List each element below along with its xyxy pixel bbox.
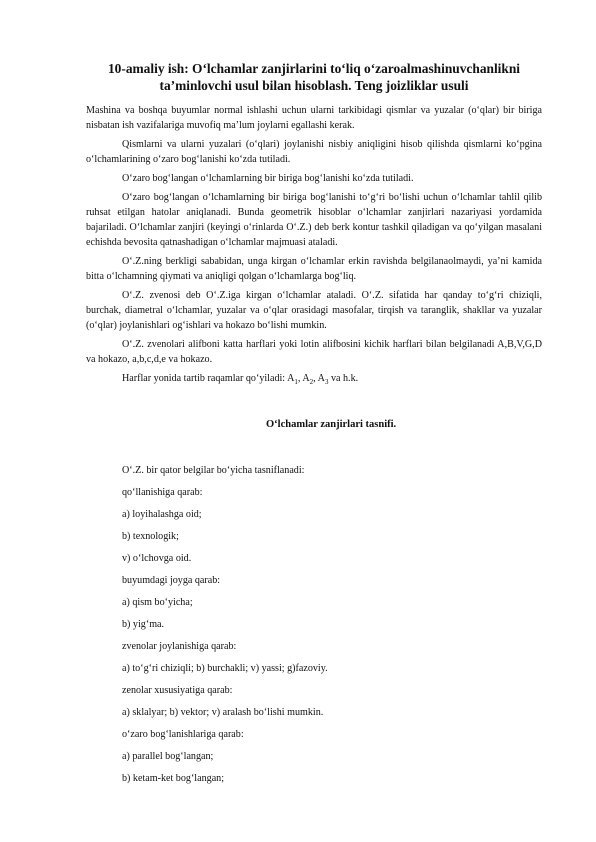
- list-item: zvenolar joylanishiga qarab:: [122, 641, 237, 652]
- list-item: O‘.Z. bir qator belgilar bo‘yicha tasniflanadi:: [122, 465, 305, 476]
- list-item: b) yig‘ma.: [122, 619, 165, 630]
- list-item: o‘zaro bog‘lanishlariga qarab:: [122, 729, 244, 740]
- paragraph: O‘zaro bog‘langan o‘lchamlarning bir biriga bog‘lanishi ko‘zda tutiladi.: [122, 173, 414, 184]
- section-heading: O‘lchamlar zanjirlari tasnifi.: [266, 419, 397, 430]
- notation-line: Harflar yonida tartib raqamlar qo‘yiladi: $A_1$, $A_2$, $A_3$ va h.k.: [122, 373, 359, 387]
- paragraph: O‘.Z. zvenosi deb O‘.Z.iga kirgan o‘lchamlar ataladi. O‘.Z. sifatida har qanday to‘g‘ri chiziqli, burchak, diametral o‘lchamlar, yuzalar va o‘qlar orasidagi masofalar, tirqish va taranglik, shakllar va yuzalar (o‘qlar) joylanishlari og‘ishlari va hokazo bo‘lishi mumkin.: [86, 290, 542, 331]
- document-title: 10-amaliy ish: O‘lchamlar zanjirlarini to‘liq o‘zaroalmashinuvchanlikni ta’minlovchi usul bilan hisoblash. Teng joizliklar usuli: [107, 61, 521, 93]
- list-item: a) sklalyar; b) vektor; v) aralash bo‘lishi mumkin.: [122, 707, 324, 718]
- paragraph: O‘zaro bog‘langan o‘lchamlarning bir biriga bog‘lanishi to‘g‘ri bo‘lishi uchun o‘lchamlar tahlil qilib ruhsat etilgan hatolar aniqlanadi. Bunda geometrik hisoblar o‘lchamlar zanjirlari nazariyasi yordamida bajariladi. O‘lchamlar zanjiri (keyingi o‘rinlarda O‘.Z.) deb berk kontur tashkil qiladigan va qo‘yilgan masalani echishda bevosita qatnashadigan o‘lchamlar majmuasi ataladi.: [86, 192, 542, 248]
- paragraph: O‘.Z.ning berkligi sababidan, unga kirgan o‘lchamlar erkin ravishda belgilanaolmaydi, ya’ni kamida bitta o‘lchamning qiymati va aniqligi qolgan o‘lchamlarga bog‘liq.: [86, 256, 542, 282]
- list-item: a) qism bo‘yicha;: [122, 597, 193, 608]
- paragraph: Qismlarni va ularni yuzalari (o‘qlari) joylanishi nisbiy aniqligini hisob qilishda qismlarni ko‘pgina o‘lchamlarining o‘zaro bog‘lanishi ko‘zda tutiladi.: [86, 139, 542, 165]
- list-item: a) parallel bog‘langan;: [122, 751, 214, 762]
- list-item: zenolar xususiyatiga qarab:: [122, 685, 233, 696]
- list-item: b) texnologik;: [122, 531, 179, 542]
- list-item: qo‘llanishiga qarab:: [122, 487, 203, 498]
- paragraph-intro: Mashina va boshqa buyumlar normal ishlashi uchun ularni tarkibidagi qismlar va yuzalar (o‘qlar) bir biriga nisbatan ish vazifalariga muvofiq ma’lum joylarni egallashi kerak.: [86, 105, 542, 131]
- list-item: v) o‘lchovga oid.: [122, 553, 192, 564]
- list-item: b) ketam-ket bog‘langan;: [122, 773, 225, 784]
- classification-list: [86, 464, 542, 786]
- list-item: a) to‘g‘ri chiziqli; b) burchakli; v) yassi; g)fazoviy.: [122, 663, 328, 674]
- list-item: buyumdagi joyga qarab:: [122, 575, 221, 586]
- paragraph: O‘.Z. zvenolari alifboni katta harflari yoki lotin alifbosini kichik harflari bilan belgilanadi A,B,V,G,D va hokazo, a,b,c,d,e va hokazo.: [86, 339, 542, 365]
- list-item: a) loyihalashga oid;: [122, 509, 202, 520]
